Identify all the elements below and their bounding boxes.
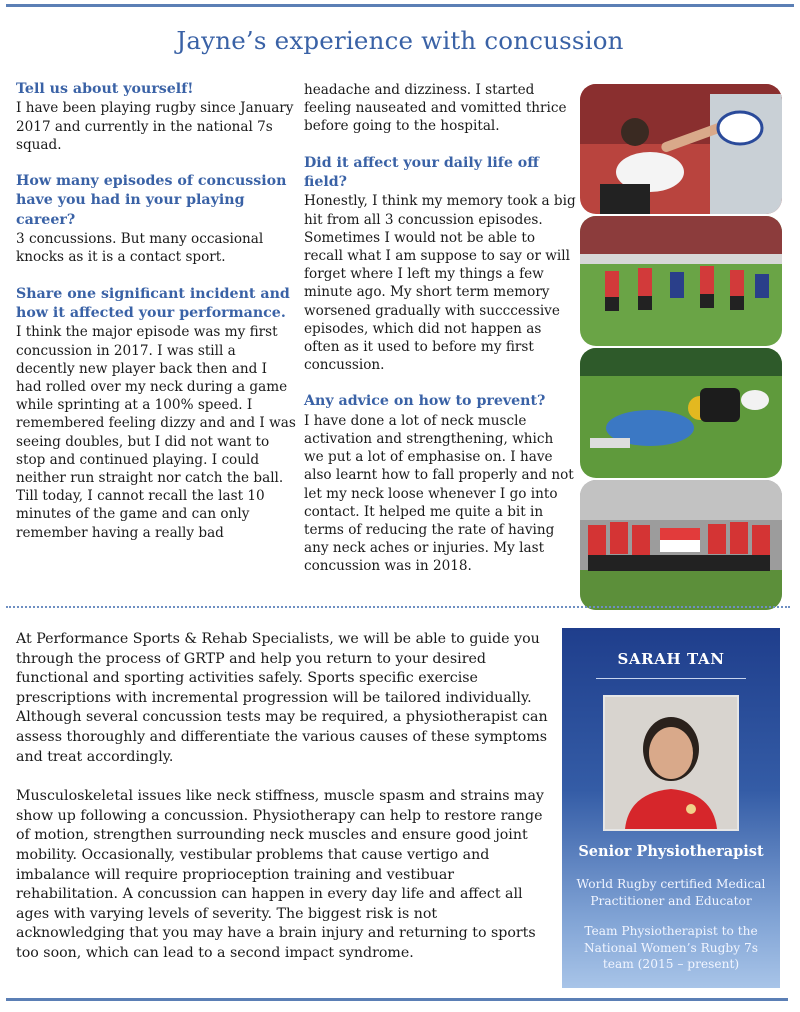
question-about-yourself: Tell us about yourself! xyxy=(16,81,194,97)
clinic-info xyxy=(16,630,550,984)
photo-tackle xyxy=(580,348,782,478)
physio-profile-card xyxy=(562,628,780,988)
page-title: Jayne’s experience with concussion xyxy=(176,26,624,55)
answer-significant-incident-part2: headache and dizziness. I started feeling nauseated and vomitted thrice before going to the hospital. xyxy=(304,82,567,135)
profile-photo xyxy=(603,695,739,831)
photo-player-catching-ball xyxy=(580,84,782,214)
interview-column-right xyxy=(304,81,576,594)
question-episodes: How many episodes of concussion have you had in your playing career? xyxy=(16,173,287,228)
profile-role: Senior Physiotherapist xyxy=(578,843,764,860)
profile-divider xyxy=(596,678,746,679)
profile-credential-certification: World Rugby certified Medical Practitioner and Educator xyxy=(576,877,766,908)
photo-team-running xyxy=(580,216,782,346)
clinic-paragraph-grtp: At Performance Sports & Rehab Specialists, we will be able to guide you through the process of GRTP and help you return to your desired functional and sporting activities safely. Sports specific exercise prescriptions with incremental progression will be tailored individually. Although several concussion tests may be required, a physiotherapist can assess thoroughly and differentiate the various causes of these symptoms and treat accordingly. xyxy=(16,631,548,765)
top-rule xyxy=(6,4,794,7)
photo-strip xyxy=(580,84,782,612)
photo-team-group xyxy=(580,480,782,610)
profile-credential-team: Team Physiotherapist to the National Women’s Rugby 7s team (2015 – present) xyxy=(583,924,758,971)
interview-column-left xyxy=(16,80,296,560)
question-daily-life: Did it affect your daily life off field? xyxy=(304,154,539,191)
question-significant-incident: Share one significant incident and how it affected your performance. xyxy=(16,285,290,322)
answer-about-yourself: I have been playing rugby since January 2017 and currently in the national 7s squad. xyxy=(16,100,294,153)
answer-significant-incident-part1: I think the major episode was my first concussion in 2017. I was still a decently new player back then and I had rolled over my neck during a game while sprinting at a 100% speed. I remembered feeling dizzy and and I was seeing doubles, but I did not want to stop and continued playing. I could neither run straight nor catch the ball. Till today, I cannot recall the last 10 minutes of the game and can only remember having a really bad xyxy=(16,324,296,541)
clinic-paragraph-musculoskeletal: Musculoskeletal issues like neck stiffness, muscle spasm and strains may show up following a concussion. Physiotherapy can help to restore range of motion, strengthen surrounding neck muscles and ensure good joint mobility. Occasionally, vestibular problems that cause vertigo and imbalance will require proprioception training and vestibuar rehabilitation. A concussion can happen in every day life and affect all ages with varying levels of severity. The biggest risk is not acknowledging that you may have a brain injury and returning to sports too soon, which can lead to a second impact syndrome. xyxy=(16,788,544,961)
answer-prevention: I have done a lot of neck muscle activation and strengthening, which we put a lot of emphasise on. I have also learnt how to fall properly and not let my neck loose whenever I go into contact. It helped me quite a bit in terms of reducing the rate of having any neck aches or injuries. My last concussion was in 2018. xyxy=(304,412,574,575)
bottom-rule xyxy=(6,998,788,1001)
profile-name: SARAH TAN xyxy=(617,650,725,668)
section-divider xyxy=(6,606,790,608)
question-prevention: Any advice on how to prevent? xyxy=(304,393,546,410)
answer-episodes: 3 concussions. But many occasional knocks as it is a contact sport. xyxy=(16,231,264,266)
answer-daily-life: Honestly, I think my memory took a big hit from all 3 concussion episodes. Sometimes I would not be able to recall what I am suppose to say or will forget where I left my things a few minute ago. My short term memory worsened gradually with succcessive episodes, which did not happen as often as it used to before my first concussion. xyxy=(304,193,576,374)
